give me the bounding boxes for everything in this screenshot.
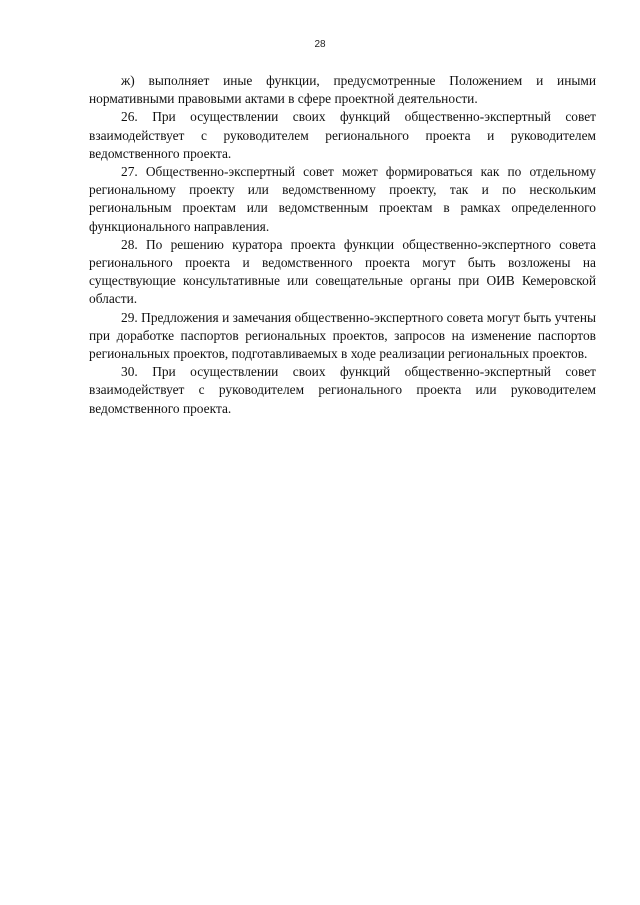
page-number: 28 bbox=[314, 39, 326, 50]
paragraph-29: 29. Предложения и замечания общественно-экспертного совета могут быть учтены при доработке паспортов региональных проектов, запросов на изменение паспортов региональных проектов, подготавливаемых в ходе реализации региональных проектов. bbox=[89, 309, 596, 362]
paragraph-28: 28. По решению куратора проекта функции общественно-экспертного совета регионального проекта и ведомственного проекта могут быть возложены на существующие консультативные или совещательные органы при ОИВ Кемеровской области. bbox=[89, 236, 596, 307]
paragraph-27: 27. Общественно-экспертный совет может формироваться как по отдельному региональному проекту или ведомственному проекту, так и по нескольким региональным проектам или ведомственным проектам в рамках определенного функционального направления. bbox=[89, 164, 596, 234]
document-body bbox=[89, 72, 596, 418]
paragraph-26: 26. При осуществлении своих функций общественно-экспертный совет взаимодействует с руководителем регионального проекта и руководителем ведомственного проекта. bbox=[89, 109, 596, 161]
paragraph-zh: ж) выполняет иные функции, предусмотренные Положением и иными нормативными правовыми актами в сфере проектной деятельности. bbox=[89, 73, 596, 107]
paragraph-30: 30. При осуществлении своих функций общественно-экспертный совет взаимодействует с руководителем регионального проекта или руководителем ведомственного проекта. bbox=[89, 364, 596, 416]
